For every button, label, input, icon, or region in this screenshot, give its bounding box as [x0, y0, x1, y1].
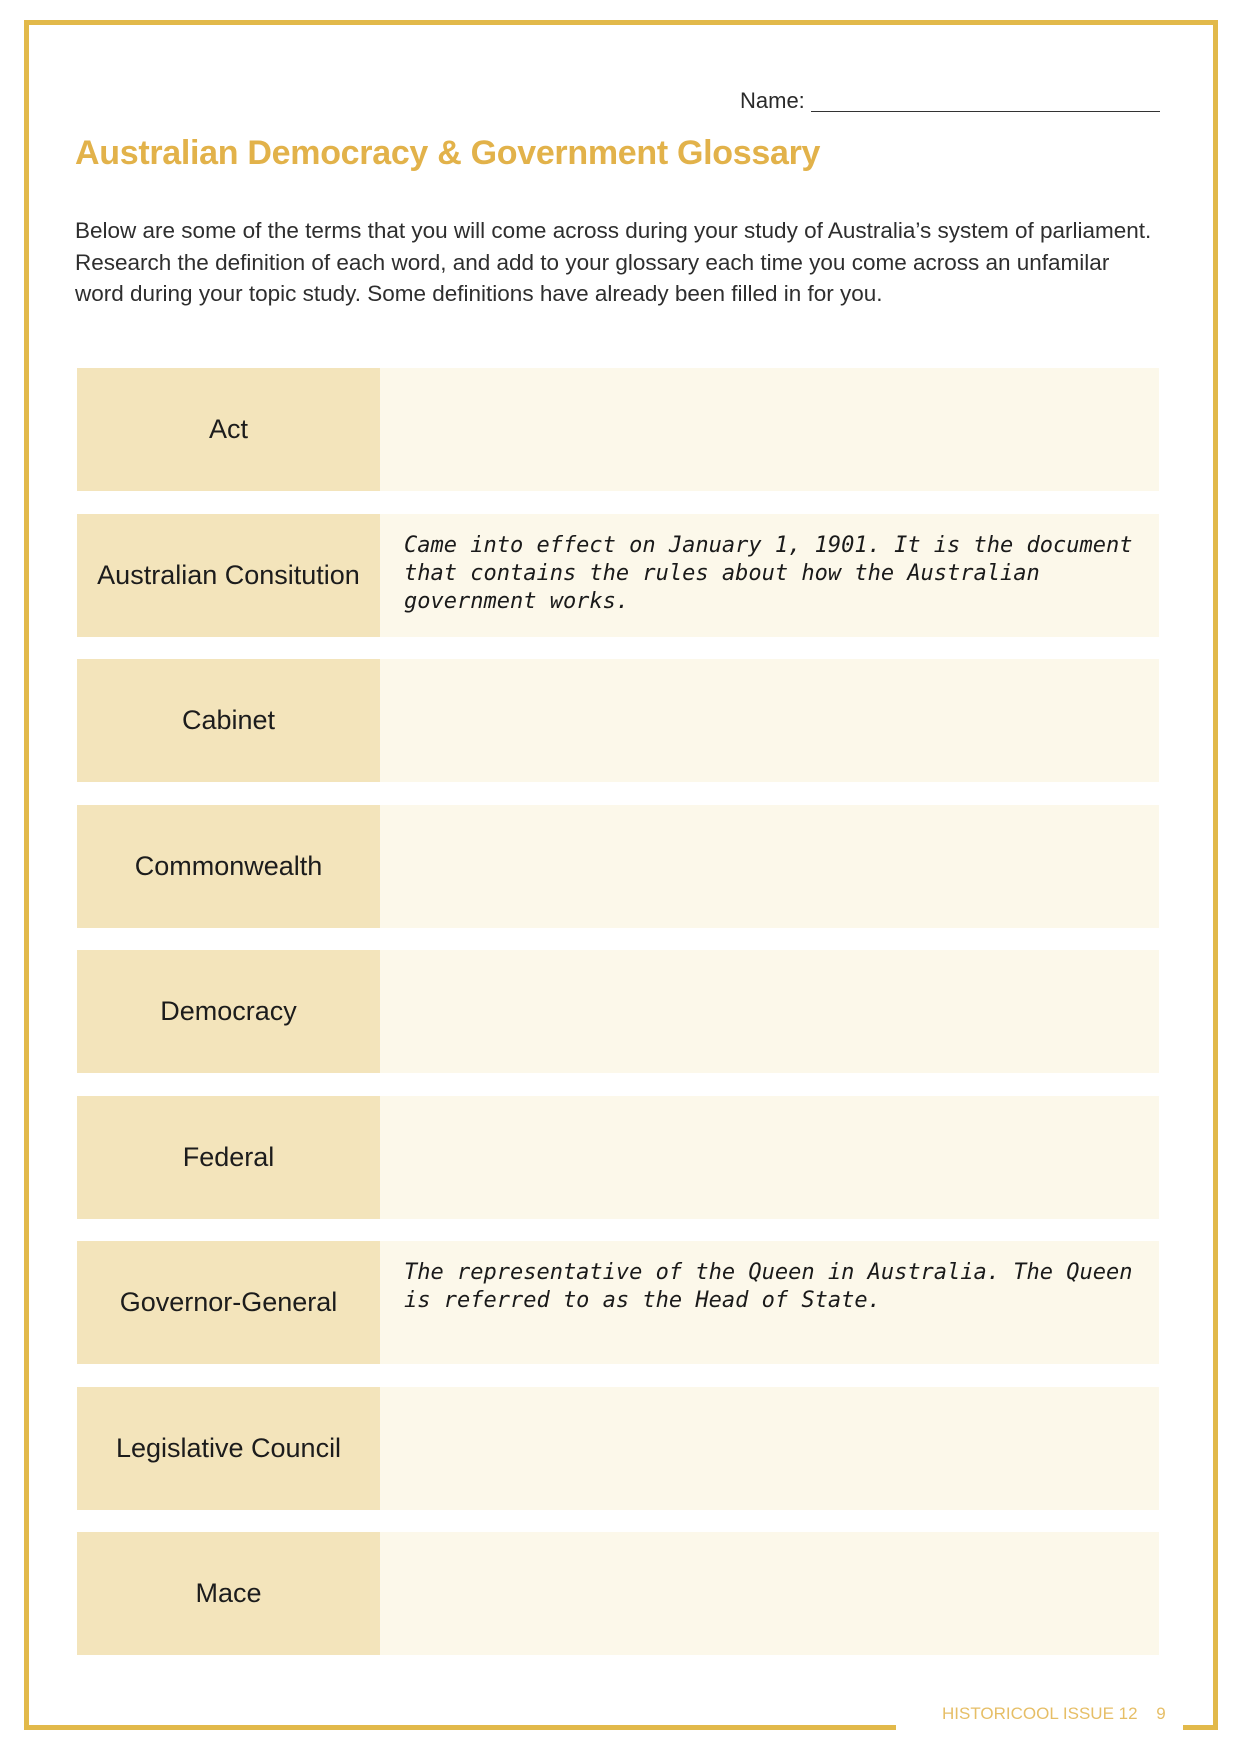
- glossary-row: [77, 514, 1159, 637]
- glossary-term: Legislative Council: [77, 1387, 380, 1510]
- glossary-term: Governor-General: [77, 1241, 380, 1364]
- glossary-term: Australian Consitution: [77, 514, 380, 637]
- name-blank-line[interactable]: [811, 89, 1160, 112]
- glossary-term: Act: [77, 368, 380, 491]
- glossary-row: [77, 1532, 1159, 1655]
- glossary-definition[interactable]: [380, 805, 1159, 928]
- glossary-definition[interactable]: [380, 950, 1159, 1073]
- name-field[interactable]: [740, 84, 1160, 112]
- page-footer: [942, 1704, 1166, 1724]
- glossary-row: [77, 659, 1159, 782]
- glossary-row: [77, 1387, 1159, 1510]
- glossary-definition[interactable]: [380, 659, 1159, 782]
- glossary-definition[interactable]: Came into effect on January 1, 1901. It is the document that contains the rules about how the Australian government works.: [380, 514, 1159, 637]
- glossary-term: Federal: [77, 1096, 380, 1219]
- page-border-right: [1213, 20, 1218, 1730]
- page-border-bottom-end: [1183, 1725, 1218, 1730]
- page-number: 9: [1156, 1704, 1166, 1723]
- glossary-row: [77, 950, 1159, 1073]
- glossary-row: [77, 1241, 1159, 1364]
- glossary-term: Commonwealth: [77, 805, 380, 928]
- page-border-left: [24, 20, 29, 1730]
- glossary-term: Mace: [77, 1532, 380, 1655]
- intro-paragraph: Below are some of the terms that you will come across during your study of Australia’s system of parliament. Research the definition of each word, and add to your glossary each time you come across an unfamilar word during your topic study. Some definitions have already been filled in for you.: [75, 218, 1152, 306]
- glossary-table: [77, 368, 1159, 1678]
- glossary-definition[interactable]: [380, 368, 1159, 491]
- publication-name: HISTORICOOL ISSUE 12: [942, 1704, 1138, 1723]
- name-label: Name:: [740, 88, 805, 113]
- page-border-top: [24, 20, 1218, 25]
- page-title: Australian Democracy & Government Glossary: [75, 134, 821, 172]
- glossary-term: Democracy: [77, 950, 380, 1073]
- glossary-row: [77, 805, 1159, 928]
- glossary-definition[interactable]: [380, 1532, 1159, 1655]
- glossary-definition[interactable]: [380, 1096, 1159, 1219]
- glossary-definition[interactable]: [380, 1387, 1159, 1510]
- glossary-term: Cabinet: [77, 659, 380, 782]
- page-border-bottom: [24, 1725, 896, 1730]
- glossary-row: [77, 1096, 1159, 1219]
- glossary-row: [77, 368, 1159, 491]
- glossary-definition[interactable]: The representative of the Queen in Australia. The Queen is referred to as the Head of State.: [380, 1241, 1159, 1364]
